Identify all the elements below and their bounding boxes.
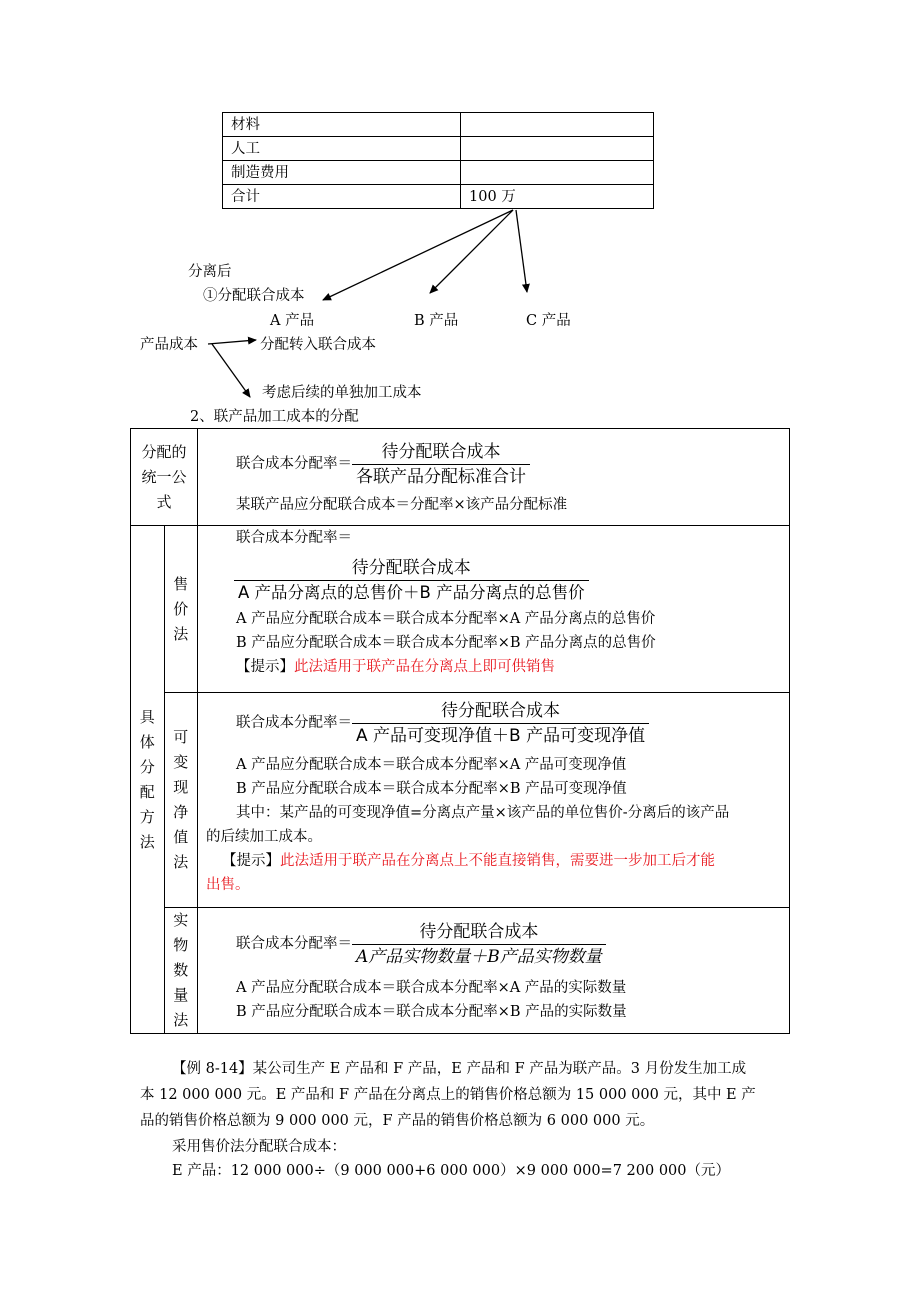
fraction-denominator: A产品实物数量＋B产品实物数量 xyxy=(352,944,606,969)
nrv-note-2: 的后续加工成本。 xyxy=(206,829,322,845)
tip-text: 此法适用于联产品在分离点上不能直接销售，需要进一步加工后才能 xyxy=(280,853,715,869)
table-row xyxy=(131,526,790,693)
example-line-3: 品的销售价格总额为 9 000 000 元，F 产品的销售价格总额为 6 000 000 元。 xyxy=(140,1113,655,1129)
cost-value: 100 万 xyxy=(461,185,654,209)
sales-method-label: 售价法 xyxy=(173,574,189,643)
arrow-to-transfer xyxy=(208,340,256,344)
product-cost-label: 产品成本 xyxy=(140,337,198,353)
tip-text: 此法适用于联产品在分离点上即可供销售 xyxy=(294,659,555,675)
arrow-to-c xyxy=(516,210,527,292)
rate-label: 联合成本分配率＝ xyxy=(236,936,352,952)
cost-label: 材料 xyxy=(223,113,461,137)
example-line-5: E 产品：12 000 000÷（9 000 000+6 000 000）×9 000 000=7 200 000（元） xyxy=(172,1163,730,1179)
cost-label: 制造费用 xyxy=(223,161,461,185)
fraction-numerator: 待分配联合成本 xyxy=(351,558,471,578)
physical-method-label: 实物数量法 xyxy=(173,911,189,1029)
example-line-2: 本 12 000 000 元。E 产品和 F 产品在分离点上的销售价格总额为 15 000 000 元，其中 E 产 xyxy=(140,1087,756,1103)
rate-label: 联合成本分配率＝ xyxy=(236,456,352,472)
nrv-line-b: B 产品应分配联合成本＝联合成本分配率×B 产品可变现净值 xyxy=(236,781,627,797)
physical-line-b: B 产品应分配联合成本＝联合成本分配率×B 产品的实际数量 xyxy=(236,1004,627,1020)
fraction-numerator: 待分配联合成本 xyxy=(381,441,501,462)
unified-formula-label: 分配的统一公式 xyxy=(141,442,187,511)
tip-label: 【提示】 xyxy=(236,659,294,675)
sales-fraction xyxy=(234,556,589,605)
fraction-denominator: 各联产品分配标准合计 xyxy=(352,464,530,489)
unified-formula-label-cell xyxy=(131,429,198,526)
cost-label: 人工 xyxy=(223,137,461,161)
table-row xyxy=(131,429,790,526)
tip-label: 【提示】 xyxy=(222,853,280,869)
nrv-fraction xyxy=(352,699,649,748)
physical-method-label-cell xyxy=(164,908,198,1034)
sales-method-cell xyxy=(198,526,790,693)
fraction-denominator: A 产品分离点的总售价＋B 产品分离点的总售价 xyxy=(234,580,589,605)
physical-method-cell xyxy=(198,908,790,1034)
nrv-line-a: A 产品应分配联合成本＝联合成本分配率×A 产品可变现净值 xyxy=(236,757,627,773)
nrv-method-label-cell xyxy=(164,693,198,908)
table-row xyxy=(131,908,790,1034)
cost-label: 合计 xyxy=(223,185,461,209)
nrv-note-1: 其中：某产品的可变现净值=分离点产量×该产品的单位售价-分离后的该产品 xyxy=(236,805,730,821)
unified-formula-cell xyxy=(198,429,790,526)
fraction-denominator: A 产品可变现净值＋B 产品可变现净值 xyxy=(352,723,649,748)
sales-method-label-cell xyxy=(164,526,198,693)
product-b-label: B 产品 xyxy=(414,313,459,329)
section-title: 2、联产品加工成本的分配 xyxy=(190,409,359,425)
tip-text-continued: 出售。 xyxy=(206,877,250,893)
allocate-joint-label: ①分配联合成本 xyxy=(203,288,305,304)
fraction-numerator: 待分配联合成本 xyxy=(441,700,561,721)
after-split-label: 分离后 xyxy=(188,264,232,280)
product-c-label: C 产品 xyxy=(526,313,571,329)
allocation-arrows xyxy=(0,0,920,420)
unified-fraction xyxy=(352,440,530,489)
unified-line2: 某联产品应分配联合成本＝分配率×该产品分配标准 xyxy=(236,497,568,513)
physical-fraction xyxy=(352,920,606,969)
sales-line-b: B 产品应分配联合成本＝联合成本分配率×B 产品分离点的总售价 xyxy=(236,635,656,651)
sales-line-a: A 产品应分配联合成本＝联合成本分配率×A 产品分离点的总售价 xyxy=(236,611,656,627)
product-a-label: A 产品 xyxy=(270,313,315,329)
rate-label: 联合成本分配率＝ xyxy=(236,530,352,546)
example-line-1: 【例 8-14】某公司生产 E 产品和 F 产品，E 产品和 F 产品为联产品。3 月份发生加工成 xyxy=(172,1061,747,1077)
methods-label: 具体分配方法 xyxy=(139,707,155,851)
rate-label: 联合成本分配率＝ xyxy=(236,715,352,731)
physical-line-a: A 产品应分配联合成本＝联合成本分配率×A 产品的实际数量 xyxy=(236,980,627,996)
fraction-numerator: 待分配联合成本 xyxy=(419,921,539,942)
allocation-method-table xyxy=(130,428,790,1034)
methods-label-cell xyxy=(131,526,165,1034)
table-row xyxy=(131,693,790,908)
arrow-to-allocation xyxy=(323,210,513,300)
consider-later-label: 考虑后续的单独加工成本 xyxy=(262,385,422,401)
nrv-method-label: 可变现净值法 xyxy=(173,728,189,871)
transfer-joint-label: 分配转入联合成本 xyxy=(260,337,376,353)
arrow-to-later xyxy=(212,344,250,397)
arrow-to-b xyxy=(430,210,513,293)
example-line-4: 采用售价法分配联合成本： xyxy=(172,1139,346,1155)
nrv-method-cell xyxy=(198,693,790,908)
